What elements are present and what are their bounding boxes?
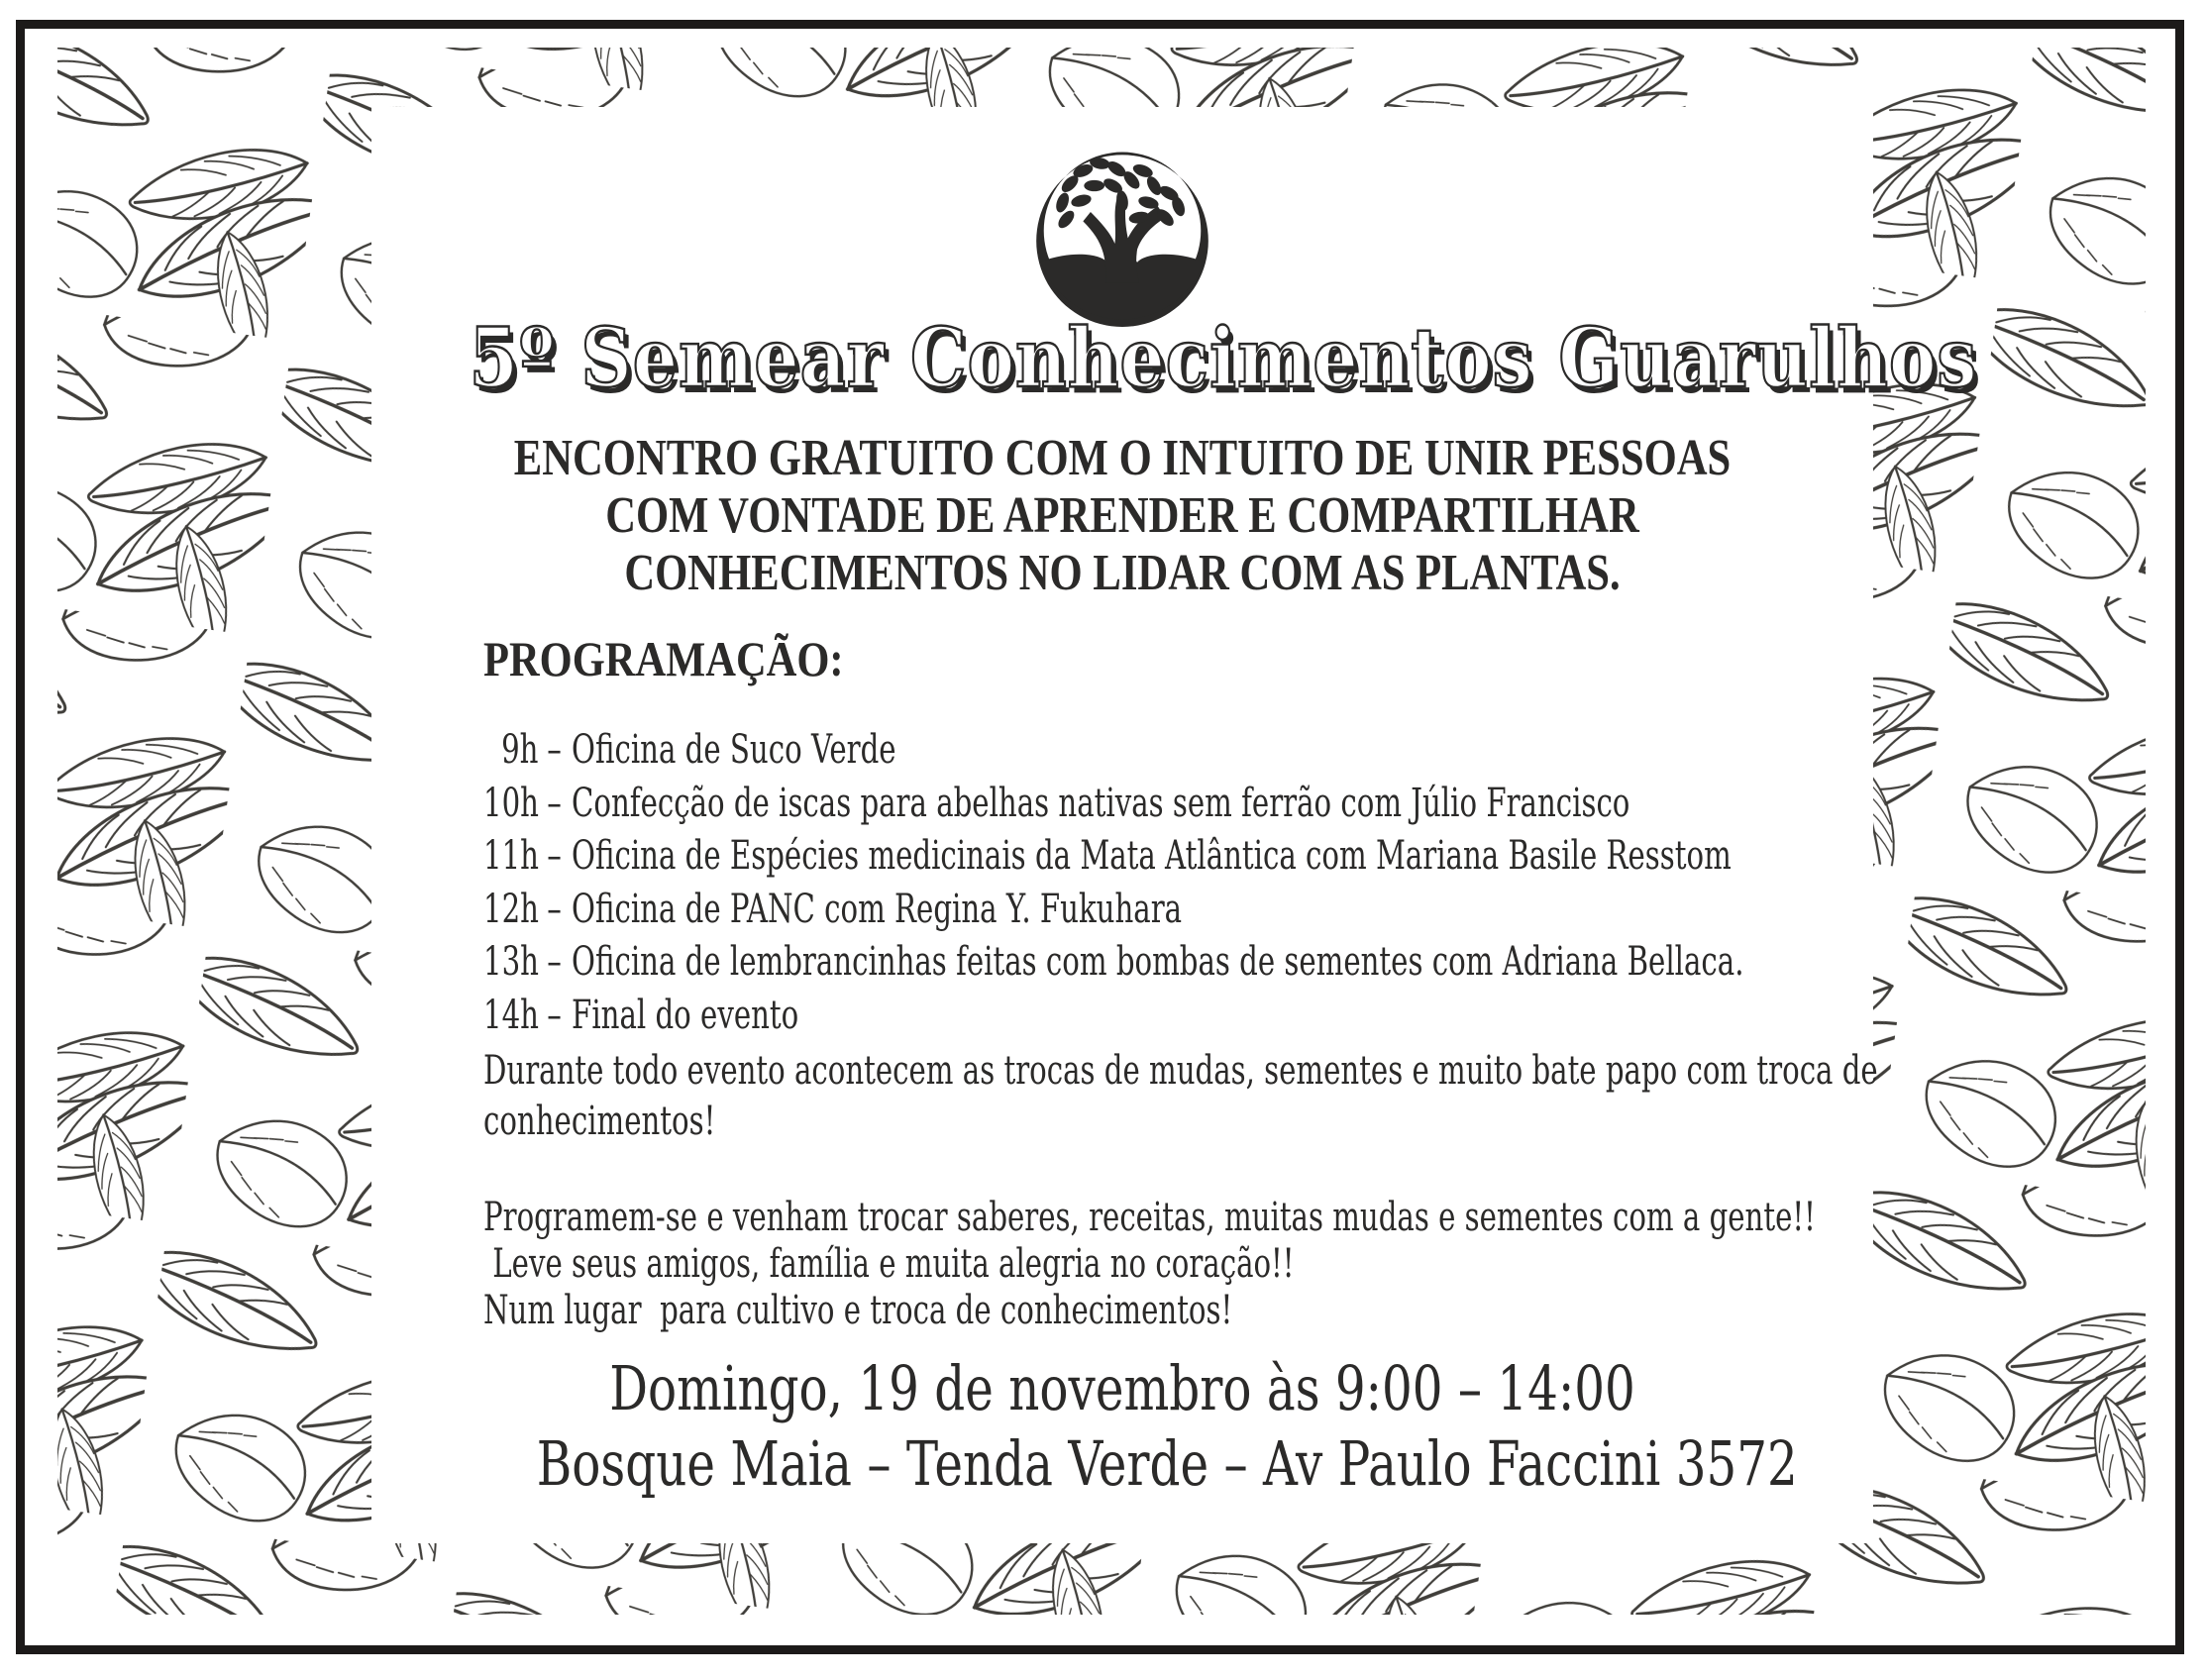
footer-location: Bosque Maia – Tenda Verde – Av Paulo Faccini 3572	[536, 1427, 1798, 1500]
note-line: Leve seus amigos, família e muita alegria no coração!!	[483, 1241, 1295, 1287]
content-panel	[371, 107, 1978, 1543]
intro-line: ENCONTRO GRATUITO COM O INTUITO DE UNIR PESSOAS	[513, 430, 1732, 486]
schedule-separator: –	[547, 992, 562, 1038]
schedule-time: 11h	[483, 833, 539, 879]
schedule-row	[483, 887, 1476, 940]
note-line: Programem-se e venham trocar saberes, receitas, muitas mudas e sementes com a gente!!	[483, 1195, 1816, 1240]
note-line: Durante todo evento acontecem as trocas de mudas, sementes e muito bate papo com troca de	[483, 1048, 1878, 1094]
schedule-time: 13h	[483, 939, 539, 985]
schedule-row	[483, 939, 1744, 993]
note-line: conhecimentos!	[483, 1099, 716, 1144]
schedule-activity: Final do evento	[572, 992, 799, 1038]
note-line: Num lugar para cultivo e troca de conhecimentos!	[483, 1288, 1233, 1333]
schedule-separator: –	[547, 886, 562, 932]
schedule-separator: –	[547, 727, 562, 773]
footer-datetime: Domingo, 19 de novembro às 9:00 – 14:00	[609, 1352, 1635, 1424]
note-paragraph	[483, 1046, 1878, 1147]
schedule-activity: Oficina de lembrancinhas feitas com bombas de sementes com Adriana Bellaca.	[572, 939, 1744, 985]
schedule-row	[483, 780, 1630, 834]
event-footer	[371, 1351, 1873, 1502]
tree-of-life-logo-icon	[1025, 145, 1219, 327]
schedule-separator: –	[547, 780, 562, 826]
schedule-time: 10h	[483, 780, 539, 826]
event-intro	[506, 430, 1737, 602]
note-paragraph	[483, 1195, 1853, 1334]
schedule-time: 9h	[501, 727, 539, 773]
schedule-list	[483, 727, 1843, 1045]
schedule-time: 14h	[483, 992, 539, 1038]
event-title: 5º Semear Conhecimentos Guarulhos	[469, 311, 1978, 406]
schedule-activity: Oficina de Espécies medicinais da Mata Atlântica com Mariana Basile Resstom	[572, 833, 1732, 879]
schedule-activity: Confecção de iscas para abelhas nativas sem ferrão com Júlio Francisco	[572, 780, 1630, 826]
logo-container	[371, 145, 1873, 327]
intro-line: CONHECIMENTOS NO LIDAR COM AS PLANTAS.	[624, 545, 1621, 601]
intro-line: COM VONTADE DE APRENDER E COMPARTILHAR	[605, 487, 1639, 544]
schedule-time: 12h	[483, 886, 539, 932]
schedule-row	[483, 833, 1732, 887]
schedule-separator: –	[547, 939, 562, 985]
schedule-activity: Oficina de PANC com Regina Y. Fukuhara	[572, 886, 1183, 932]
schedule-separator: –	[547, 833, 562, 879]
schedule-row	[483, 727, 1476, 781]
schedule-activity: Oficina de Suco Verde	[572, 727, 896, 773]
schedule-row	[483, 993, 1476, 1046]
program-heading: PROGRAMAÇÃO:	[483, 631, 844, 686]
